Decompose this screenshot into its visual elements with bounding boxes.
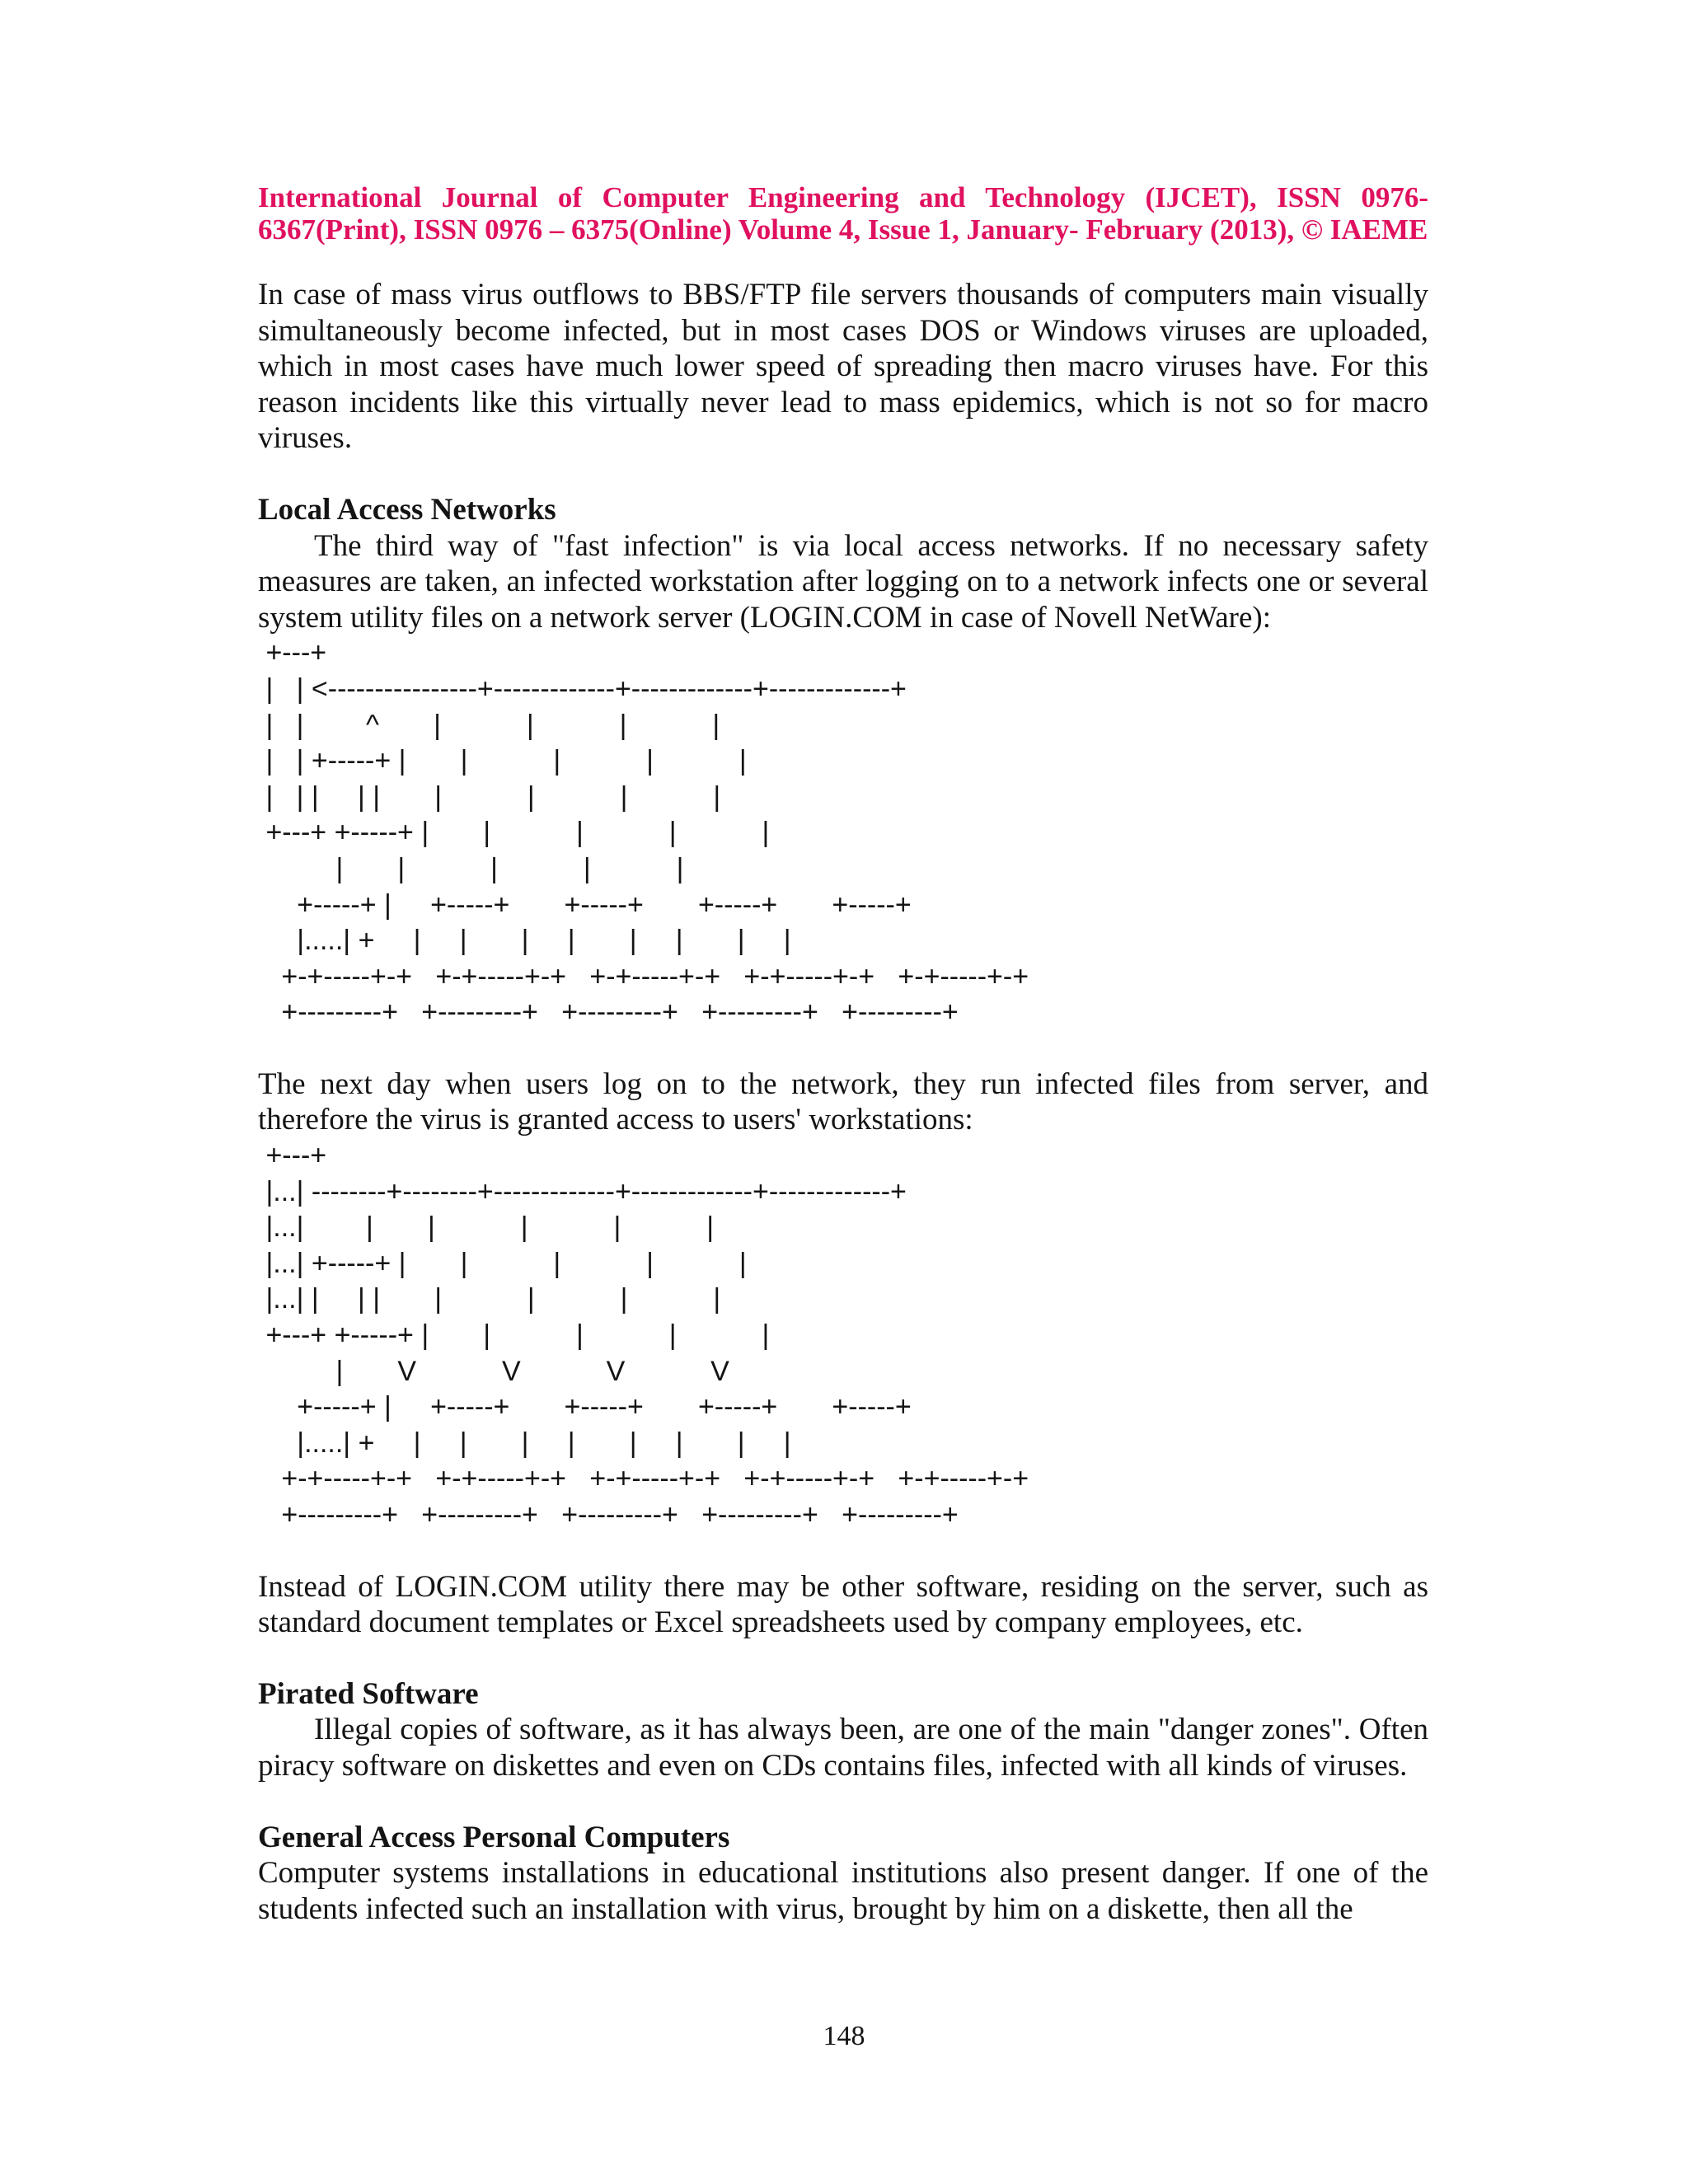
page-number: 148 [823,2021,865,2051]
diagram1-line: +-+-----+-+ +-+-----+-+ +-+-----+-+ +-+-----+-+ +-+-----+-+ [258,960,1029,992]
diagram2-line: |...| +-----+ | | | | | [258,1247,747,1279]
spacer [258,1534,1428,1569]
pirated-software-paragraph: Illegal copies of software, as it has always been, are one of the main "danger zones". Often piracy software on diskettes and even on CDs contains files, infected with all kinds of viruses. [258,1713,1428,1783]
diagram2-line: +-+-----+-+ +-+-----+-+ +-+-----+-+ +-+-----+-+ +-+-----+-+ [258,1463,1029,1495]
diagram2-line: |...| | | | | | [258,1212,715,1244]
diagram1-line: +---+ [258,637,327,669]
diagram1-line: | | <----------------+-------------+-------------+-------------+ [258,673,907,705]
diagram1-line: | | +-----+ | | | | | [258,745,747,777]
journal-header: International Journal of Computer Engineering and Technology (IJCET), ISSN 0976-6367(Print), ISSN 0976 – 6375(Online) Volume 4, Issue 1, January- February (2013), © IAEME [258,181,1428,246]
diagram2-line: |...| | | | | | | | [258,1283,721,1315]
diagram1-line: |.....| + | | | | | | | | [258,925,791,957]
diagram1-line: +---------+ +---------+ +---------+ +---------+ +---------+ [258,996,959,1029]
diagram2-line: +-----+ | +-----+ +-----+ +-----+ +-----+ [258,1391,912,1423]
spacer [258,1031,1428,1066]
local-access-paragraph: The third way of "fast infection" is via local access networks. If no necessary safety measures are taken, an infected workstation after logging on to a network infects one or several system utility files on a network server (LOGIN.COM in case of Novell NetWare): [258,528,1428,635]
diagram2-line: +---+ [258,1140,327,1172]
general-access-paragraph: Computer systems installations in educational institutions also present danger. If one of the students infected such an installation with virus, brought by him on a diskette, then all the [258,1856,1428,1926]
next-day-paragraph: The next day when users log on to the network, they run infected files from server, and therefore the virus is granted access to users' workstations: [258,1066,1428,1137]
diagram2-line: +---+ +-----+ | | | | | [258,1319,770,1352]
diagram2-line: +---------+ +---------+ +---------+ +---------+ +---------+ [258,1499,959,1530]
section-heading-local-access: Local Access Networks [258,492,556,527]
diagram2-line: |.....| + | | | | | | | | [258,1427,791,1459]
diagram1-line: | | | | | | | | | [258,780,721,813]
ascii-diagram-spread [258,1138,1428,1534]
diagram2-line: |...| --------+--------+-------------+-------------+-------------+ [258,1175,907,1207]
section-heading-pirated-software: Pirated Software [258,1676,479,1711]
intro-paragraph: In case of mass virus outflows to BBS/FTP file servers thousands of computers main visually simultaneously become infected, but in most cases DOS or Windows viruses are uploaded, which in most cases have much lower speed of spreading then macro viruses have. For this reason incidents like this virtually never lead to mass epidemics, which is not so for macro viruses. [258,278,1428,456]
diagram1-line: +-----+ | +-----+ +-----+ +-----+ +-----+ [258,888,912,921]
diagram1-line: | | ^ | | | | [258,709,720,741]
page-content [258,181,1428,1927]
section-heading-general-access: General Access Personal Computers [258,1820,730,1854]
login-com-paragraph: Instead of LOGIN.COM utility there may be other software, residing on the server, such as standard document templates or Excel spreadsheets used by company employees, etc. [258,1569,1428,1640]
ascii-diagram-infection [258,635,1428,1031]
diagram1-line: | | | | | [258,852,684,884]
diagram2-line: | V V V V [258,1355,729,1387]
diagram1-line: +---+ +-----+ | | | | | [258,817,770,849]
